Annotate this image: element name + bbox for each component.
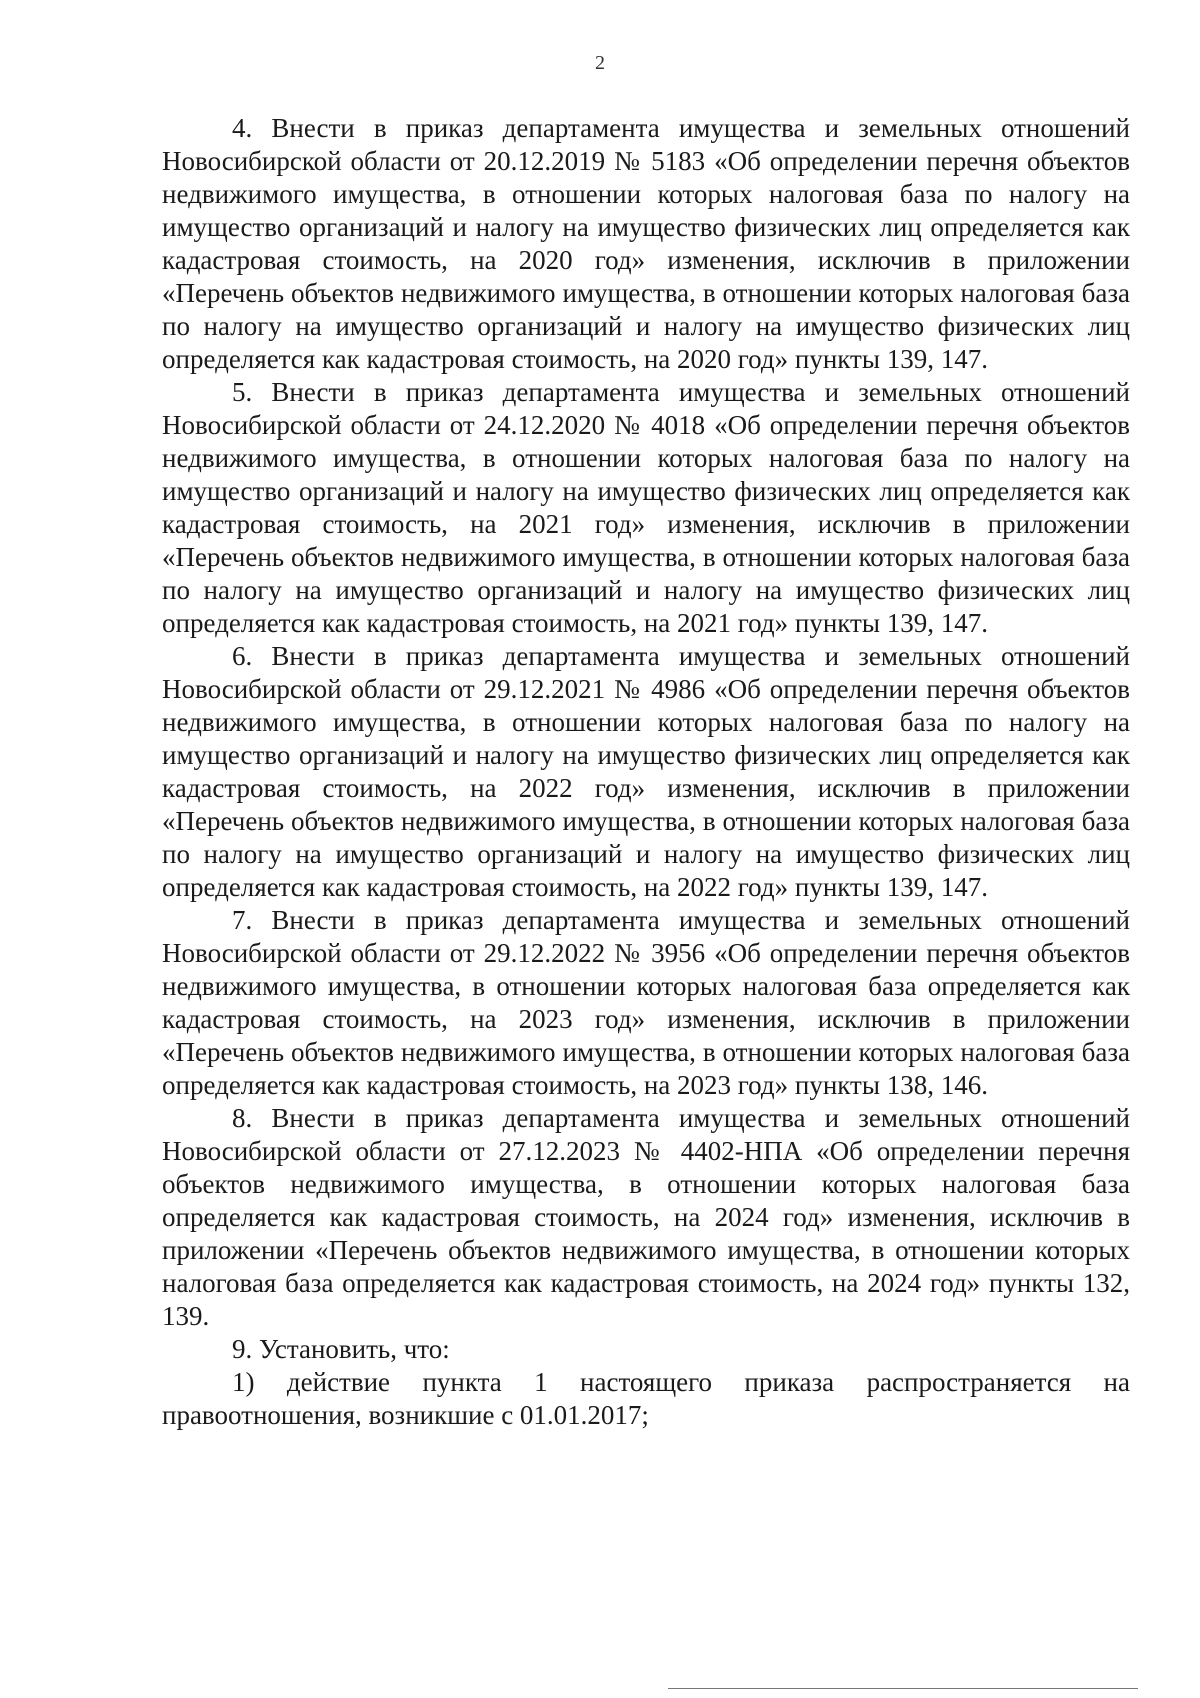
paragraph-item-8: 8. Внести в приказ департамента имущества и земельных отношений Новосибирской области от 27.12.2023 № 4402-НПА «Об определении перечня объектов недвижимого имущества, в отношении которых налоговая база определяется как кадастровая стоимость, на 2024 год» изменения, исключив в приложении «Перечень объектов недвижимого имущества, в отношении которых налоговая база определяется как кадастровая стоимость, на 2024 год» пункты 132, 139. xyxy=(162,1103,1130,1331)
document-body xyxy=(162,112,1130,1432)
paragraph-item-9: 9. Установить, что: xyxy=(232,1334,450,1364)
paragraph-subitem-1: 1) действие пункта 1 настоящего приказа распространяется на правоотношения, возникшие с 01.01.2017; xyxy=(162,1367,1130,1430)
footer-divider xyxy=(668,1688,1138,1689)
paragraph-item-6: 6. Внести в приказ департамента имущества и земельных отношений Новосибирской области от 29.12.2021 № 4986 «Об определении перечня объектов недвижимого имущества, в отношении которых налоговая база по налогу на имущество организаций и налогу на имущество физических лиц определяется как кадастровая стоимость, на 2022 год» изменения, исключив в приложении «Перечень объектов недвижимого имущества, в отношении которых налоговая база по налогу на имущество организаций и налогу на имущество физических лиц определяется как кадастровая стоимость, на 2022 год» пункты 139, 147. xyxy=(162,641,1130,902)
page-number: 2 xyxy=(595,52,605,74)
paragraph-item-4: 4. Внести в приказ департамента имущества и земельных отношений Новосибирской области от 20.12.2019 № 5183 «Об определении перечня объектов недвижимого имущества, в отношении которых налоговая база по налогу на имущество организаций и налогу на имущество физических лиц определяется как кадастровая стоимость, на 2020 год» изменения, исключив в приложении «Перечень объектов недвижимого имущества, в отношении которых налоговая база по налогу на имущество организаций и налогу на имущество физических лиц определяется как кадастровая стоимость, на 2020 год» пункты 139, 147. xyxy=(162,113,1130,374)
paragraph-item-7: 7. Внести в приказ департамента имущества и земельных отношений Новосибирской области от 29.12.2022 № 3956 «Об определении перечня объектов недвижимого имущества, в отношении которых налоговая база определяется как кадастровая стоимость, на 2023 год» изменения, исключив в приложении «Перечень объектов недвижимого имущества, в отношении которых налоговая база определяется как кадастровая стоимость, на 2023 год» пункты 138, 146. xyxy=(162,905,1130,1100)
paragraph-item-5: 5. Внести в приказ департамента имущества и земельных отношений Новосибирской области от 24.12.2020 № 4018 «Об определении перечня объектов недвижимого имущества, в отношении которых налоговая база по налогу на имущество организаций и налогу на имущество физических лиц определяется как кадастровая стоимость, на 2021 год» изменения, исключив в приложении «Перечень объектов недвижимого имущества, в отношении которых налоговая база по налогу на имущество организаций и налогу на имущество физических лиц определяется как кадастровая стоимость, на 2021 год» пункты 139, 147. xyxy=(162,377,1130,638)
